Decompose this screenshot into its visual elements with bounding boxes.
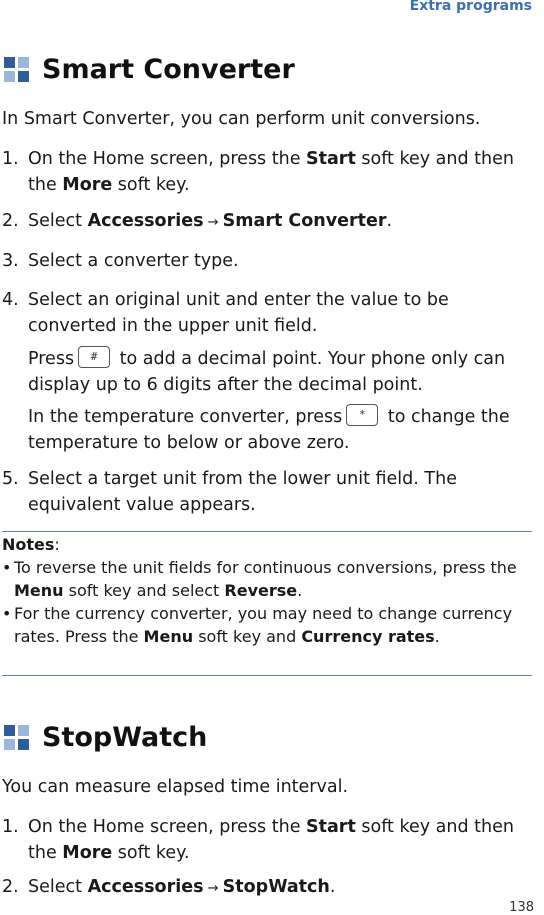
smart-converter-title: Smart Converter <box>42 54 295 85</box>
star-key-icon: * <box>346 404 378 426</box>
notes-label: Notes: <box>2 535 60 554</box>
stopwatch-intro: You can measure elapsed time interval. <box>2 777 349 797</box>
smart-converter-intro: In Smart Converter, you can perform unit conversions. <box>2 109 481 129</box>
section-squares-icon <box>4 725 30 751</box>
section-header: Extra programs <box>409 0 532 14</box>
stopwatch-heading <box>4 722 207 753</box>
note-item-currency: • For the currency converter, you may need to change currency rates. Press the Menu soft key and Currency rates. <box>2 602 532 648</box>
section-squares-icon <box>4 57 30 83</box>
sc-star-instruction: In the temperature converter, press * to change the temperature to below or above zero. <box>28 404 526 456</box>
sc-hash-instruction: Press # to add a decimal point. Your phone only can display up to 6 digits after the decimal point. <box>28 346 526 398</box>
note-item-reverse: • To reverse the unit fields for continuous conversions, press the Menu soft key and select Reverse. <box>2 556 532 602</box>
page-number: 138 <box>509 900 534 915</box>
notes-box <box>2 533 532 648</box>
smart-converter-heading <box>4 54 295 85</box>
notes-bottom-divider <box>2 675 532 676</box>
notes-top-divider <box>2 531 532 532</box>
stopwatch-title: StopWatch <box>42 722 208 753</box>
hash-key-icon: # <box>78 346 110 368</box>
